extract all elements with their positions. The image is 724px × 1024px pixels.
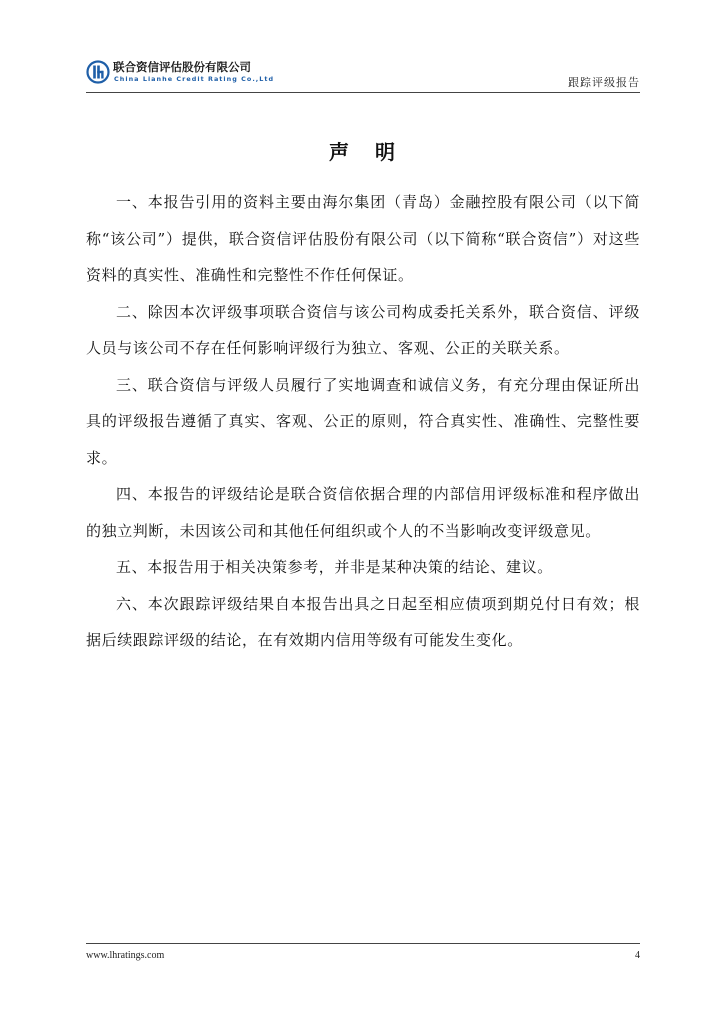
company-logo [86, 58, 286, 90]
report-type-label: 跟踪评级报告 [568, 76, 640, 89]
statement-body [86, 184, 640, 659]
page-title: 声明 [329, 140, 421, 164]
company-name-cn: 联合资信评估股份有限公司 [113, 60, 251, 74]
lianhe-logo-icon [86, 60, 110, 84]
statement-paragraph-1: 一、本报告引用的资料主要由海尔集团（青岛）金融控股有限公司（以下简称“该公司”）提供，联合资信评估股份有限公司（以下简称“联合资信”）对这些资料的真实性、准确性和完整性不作任何保证。 [86, 193, 640, 284]
company-name-en: China Lianhe Credit Rating Co.,Ltd [114, 75, 275, 83]
statement-paragraph-4: 四、本报告的评级结论是联合资信依据合理的内部信用评级标准和程序做出的独立判断，未因该公司和其他任何组织或个人的不当影响改变评级意见。 [86, 485, 640, 540]
page-number: 4 [635, 950, 640, 961]
footer-divider [86, 943, 640, 944]
header-divider [86, 92, 640, 93]
statement-paragraph-6: 六、本次跟踪评级结果自本报告出具之日起至相应债项到期兑付日有效；根据后续跟踪评级的结论，在有效期内信用等级有可能发生变化。 [86, 594, 640, 649]
statement-paragraph-3: 三、联合资信与评级人员履行了实地调查和诚信义务，有充分理由保证所出具的评级报告遵循了真实、客观、公正的原则，符合真实性、准确性、完整性要求。 [86, 375, 640, 467]
statement-paragraph-2: 二、除因本次评级事项联合资信与该公司构成委托关系外，联合资信、评级人员与该公司不存在任何影响评级行为独立、客观、公正的关联关系。 [86, 302, 640, 357]
statement-paragraph-5: 五、本报告用于相关决策参考，并非是某种决策的结论、建议。 [116, 558, 553, 576]
footer-website: www.lhratings.com [86, 950, 165, 961]
page-header [86, 58, 640, 92]
